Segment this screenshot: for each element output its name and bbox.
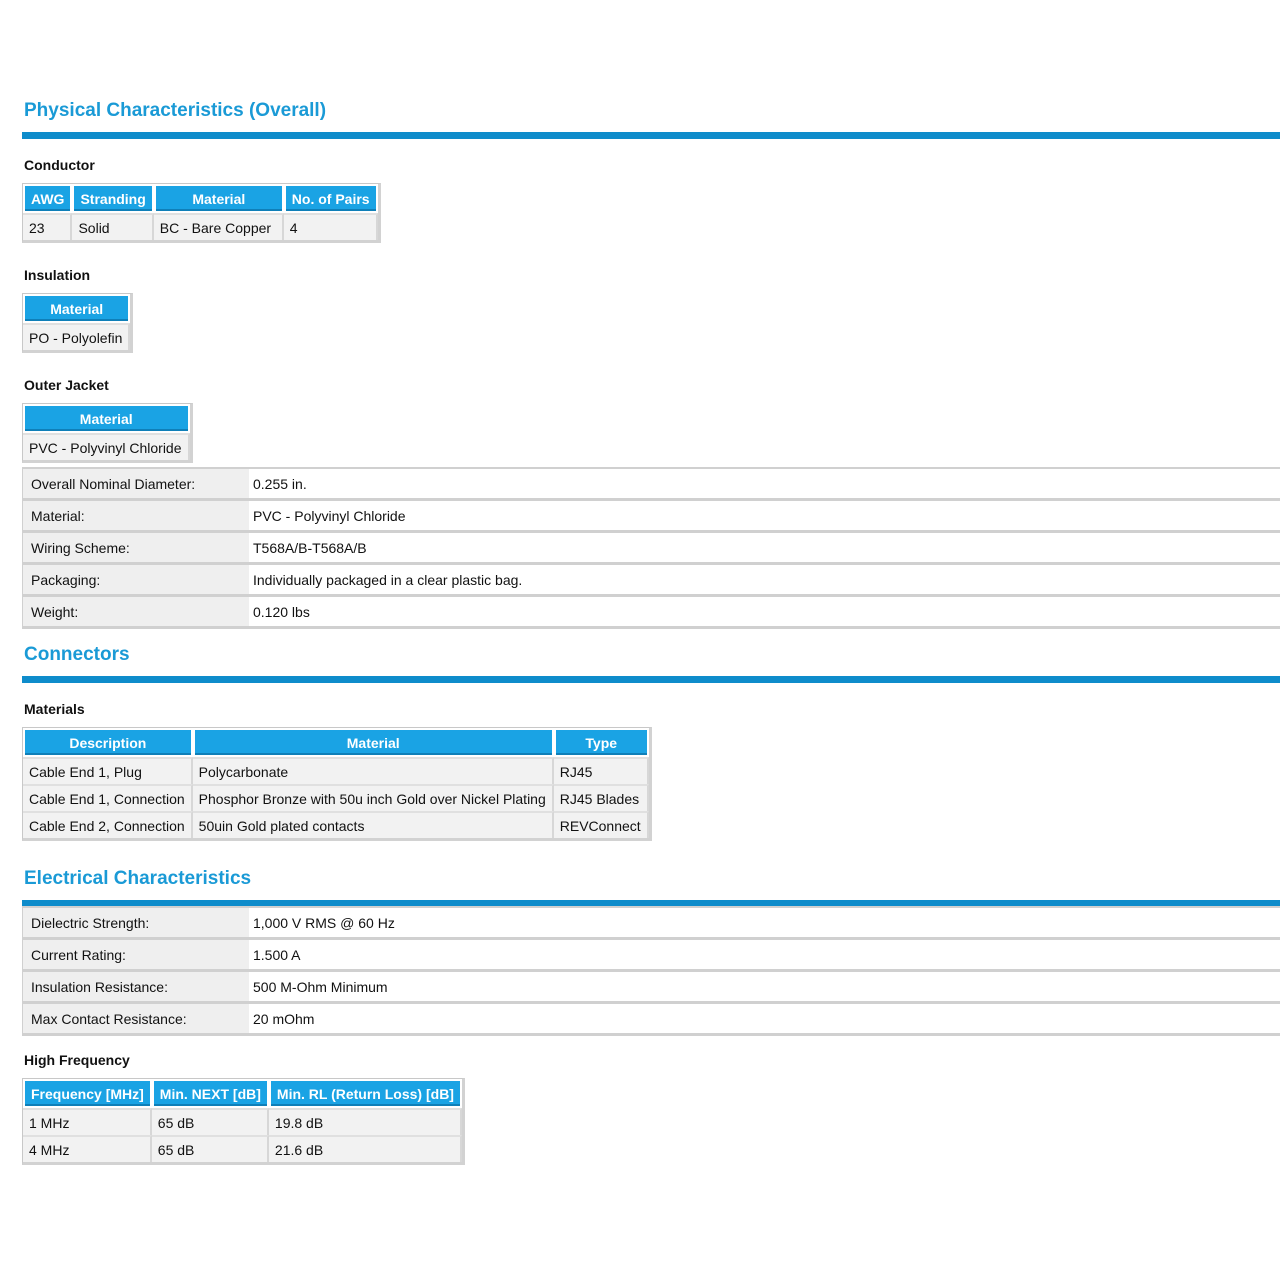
- hf-header-frequency: Frequency [MHz]: [23, 1079, 152, 1108]
- conductor-header-material: Material: [154, 184, 284, 213]
- table-row: [23, 532, 1280, 564]
- conductor-header-awg: AWG: [23, 184, 72, 213]
- property-label: Dielectric Strength:: [23, 907, 250, 939]
- physical-properties-table: [22, 467, 1280, 629]
- materials-description-cell: Cable End 1, Plug: [23, 757, 193, 784]
- hf-next-cell: 65 dB: [152, 1108, 269, 1135]
- property-label: Packaging:: [23, 564, 250, 596]
- table-row: [23, 939, 1280, 971]
- table-row: [23, 1108, 462, 1135]
- insulation-title: Insulation: [24, 267, 91, 283]
- hf-return-loss-cell: 21.6 dB: [269, 1135, 462, 1162]
- property-label: Weight:: [23, 596, 250, 628]
- materials-type-cell: REVConnect: [554, 811, 649, 838]
- property-value: T568A/B-T568A/B: [249, 532, 1280, 564]
- table-row: [23, 213, 378, 240]
- connector-materials-table: [22, 727, 652, 841]
- property-label: Material:: [23, 500, 250, 532]
- materials-type-cell: RJ45 Blades: [554, 784, 649, 811]
- outer-jacket-title: Outer Jacket: [24, 377, 109, 393]
- conductor-stranding-cell: Solid: [72, 213, 153, 240]
- conductor-header-stranding: Stranding: [72, 184, 153, 213]
- property-label: Max Contact Resistance:: [23, 1003, 250, 1035]
- property-value: Individually packaged in a clear plastic bag.: [249, 564, 1280, 596]
- table-row: [23, 468, 1280, 500]
- materials-material-cell: 50uin Gold plated contacts: [193, 811, 554, 838]
- physical-section-title: Physical Characteristics (Overall): [24, 100, 327, 121]
- property-label: Insulation Resistance:: [23, 971, 250, 1003]
- property-value: 0.255 in.: [249, 468, 1280, 500]
- conductor-header-row: [23, 184, 378, 213]
- insulation-header-material: Material: [23, 294, 130, 323]
- materials-header-type: Type: [554, 728, 649, 757]
- connectors-section-title: Connectors: [24, 644, 130, 665]
- materials-description-cell: Cable End 2, Connection: [23, 811, 193, 838]
- high-frequency-header-row: [23, 1079, 462, 1108]
- property-label: Current Rating:: [23, 939, 250, 971]
- property-value: 500 M-Ohm Minimum: [249, 971, 1280, 1003]
- table-row: [23, 596, 1280, 628]
- table-row: [23, 811, 649, 838]
- table-row: [23, 564, 1280, 596]
- table-row: [23, 1003, 1280, 1035]
- conductor-title: Conductor: [24, 157, 95, 173]
- electrical-properties-table: [22, 906, 1280, 1036]
- hf-next-cell: 65 dB: [152, 1135, 269, 1162]
- materials-material-cell: Polycarbonate: [193, 757, 554, 784]
- table-row: [23, 433, 190, 460]
- hf-frequency-cell: 4 MHz: [23, 1135, 152, 1162]
- conductor-awg-cell: 23: [23, 213, 72, 240]
- hf-header-return-loss: Min. RL (Return Loss) [dB]: [269, 1079, 462, 1108]
- insulation-header-row: [23, 294, 130, 323]
- materials-header-description: Description: [23, 728, 193, 757]
- property-label: Wiring Scheme:: [23, 532, 250, 564]
- physical-section-rule: [22, 132, 1280, 139]
- property-value: 1,000 V RMS @ 60 Hz: [249, 907, 1280, 939]
- outer-jacket-header-row: [23, 404, 190, 433]
- property-value: 20 mOhm: [249, 1003, 1280, 1035]
- table-row: [23, 784, 649, 811]
- property-value: 0.120 lbs: [249, 596, 1280, 628]
- property-value: 1.500 A: [249, 939, 1280, 971]
- property-value: PVC - Polyvinyl Chloride: [249, 500, 1280, 532]
- high-frequency-table: [22, 1078, 465, 1165]
- table-row: [23, 323, 130, 350]
- outer-jacket-header-material: Material: [23, 404, 190, 433]
- high-frequency-title: High Frequency: [24, 1052, 130, 1068]
- property-label: Overall Nominal Diameter:: [23, 468, 250, 500]
- table-row: [23, 971, 1280, 1003]
- materials-title: Materials: [24, 701, 85, 717]
- insulation-material-cell: PO - Polyolefin: [23, 323, 130, 350]
- outer-jacket-table: [22, 403, 193, 463]
- conductor-table: [22, 183, 381, 243]
- outer-jacket-material-cell: PVC - Polyvinyl Chloride: [23, 433, 190, 460]
- electrical-section-title: Electrical Characteristics: [24, 868, 252, 889]
- hf-return-loss-cell: 19.8 dB: [269, 1108, 462, 1135]
- conductor-pairs-cell: 4: [284, 213, 378, 240]
- materials-type-cell: RJ45: [554, 757, 649, 784]
- materials-header-material: Material: [193, 728, 554, 757]
- insulation-table: [22, 293, 133, 353]
- table-row: [23, 757, 649, 784]
- hf-header-next: Min. NEXT [dB]: [152, 1079, 269, 1108]
- materials-header-row: [23, 728, 649, 757]
- table-row: [23, 500, 1280, 532]
- materials-material-cell: Phosphor Bronze with 50u inch Gold over Nickel Plating: [193, 784, 554, 811]
- table-row: [23, 907, 1280, 939]
- table-row: [23, 1135, 462, 1162]
- connectors-section-rule: [22, 676, 1280, 683]
- materials-description-cell: Cable End 1, Connection: [23, 784, 193, 811]
- hf-frequency-cell: 1 MHz: [23, 1108, 152, 1135]
- conductor-header-pairs: No. of Pairs: [284, 184, 378, 213]
- conductor-material-cell: BC - Bare Copper: [154, 213, 284, 240]
